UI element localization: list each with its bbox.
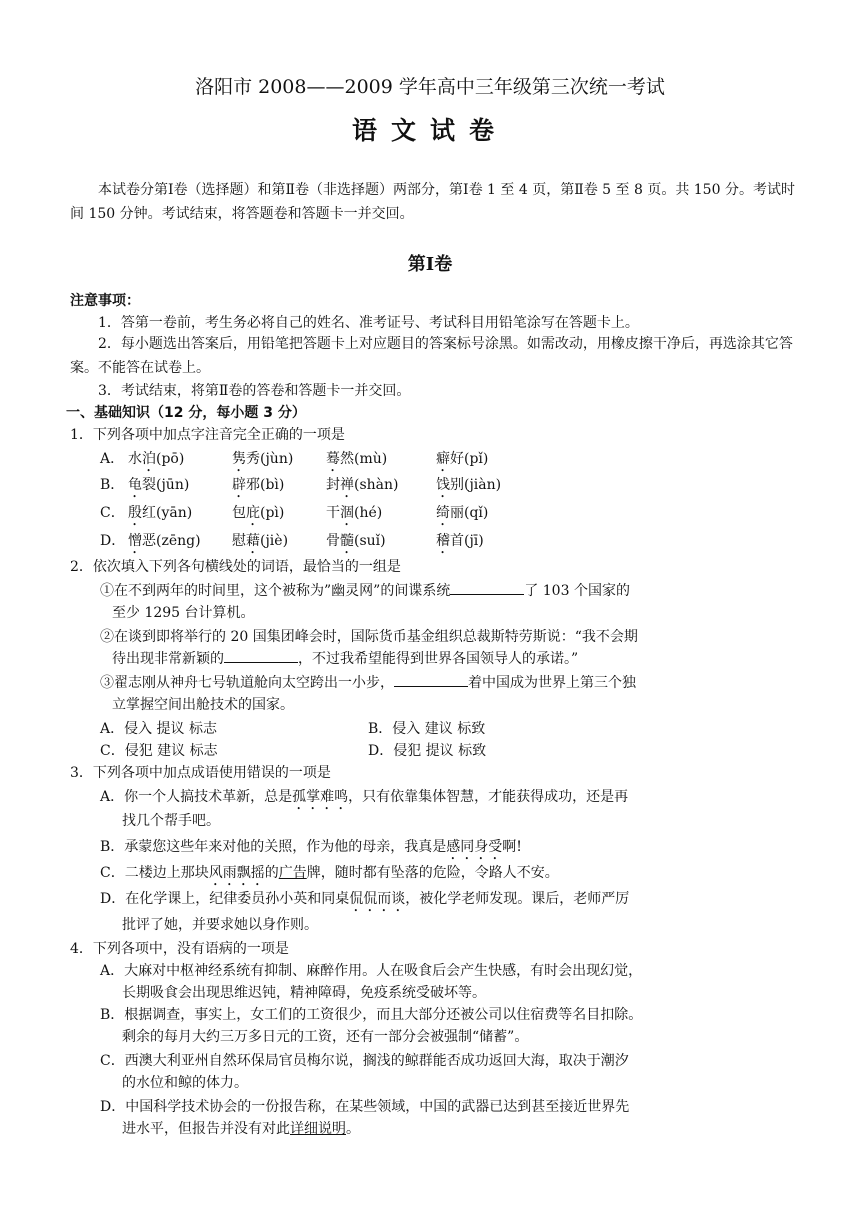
q2-option-c: C．侵犯 建议 标志 — [100, 743, 218, 759]
dotted-char: 癖 — [436, 451, 450, 467]
dotted-char: 禅 — [340, 477, 354, 493]
q2-blank-1 — [450, 580, 524, 595]
q4-c-cont: 的水位和鲸的体力。 — [122, 1075, 248, 1091]
dotted-char: 龟 — [128, 477, 142, 493]
q1-option-word — [128, 530, 201, 557]
q1-option-word — [128, 474, 189, 501]
notice-item-1: 1．答第一卷前，考生务必将自己的姓名、准考证号、考试科目用铅笔涂写在答题卡上。 — [98, 315, 639, 331]
char: 慰 — [232, 533, 246, 549]
q3-b-text: B．承蒙您这些年来对他的关照，作为他的母亲，我真是 — [100, 839, 447, 855]
q3-stem: 3．下列各项中加点成语使用错误的一项是 — [70, 765, 331, 781]
dotted-char: 隽 — [232, 451, 246, 467]
q2-sentence-3 — [100, 672, 636, 694]
q3-a-dotted: 孤掌难鸣 — [292, 789, 349, 805]
part1-heading: 一、基础知识（12 分，每小题 3 分） — [66, 405, 306, 421]
char: 丽 — [450, 505, 464, 521]
exam-title: 洛阳市 2008——2009 学年高中三年级第三次统一考试 — [195, 76, 665, 98]
q3-option-a — [100, 786, 628, 813]
q1-option-word — [232, 448, 293, 475]
q4-a-cont: 长期吸食会出现思维迟钝，精神障碍，免疫系统受破坏等。 — [122, 985, 486, 1001]
q2-s2-text: 待出现非常新颖的 — [112, 651, 224, 667]
char: 红 — [142, 505, 156, 521]
q3-c-text: C．二楼边上那块 — [100, 865, 209, 881]
q1-option-label: C． — [100, 505, 125, 521]
q1-option-word — [326, 502, 382, 529]
char: 水 — [128, 451, 142, 467]
q4-d-cont — [122, 1118, 360, 1140]
dotted-char: 庇 — [246, 505, 260, 521]
pinyin: (pō) — [156, 451, 185, 467]
q4-d-underlined: 详细说明 — [290, 1121, 346, 1137]
q3-option-b — [100, 836, 522, 863]
exam-subtitle: 语文试卷 — [351, 116, 508, 145]
q1-option-word — [232, 474, 284, 501]
q2-s1-text: ①在不到两年的时间里，这个被称为”幽灵网”的间谍系统 — [100, 583, 451, 599]
q1-option-word — [128, 502, 192, 529]
pinyin: (mù) — [354, 451, 388, 467]
char: 裂 — [142, 477, 156, 493]
q2-s1-cont: 至少 1295 台计算机。 — [112, 605, 255, 621]
q3-a-text-b: ，只有依靠集体智慧，才能获得成功，还是再 — [348, 789, 629, 805]
q4-stem: 4．下列各项中，没有语病的一项是 — [70, 941, 289, 957]
pinyin: (jùn) — [260, 451, 294, 467]
pinyin: (bì) — [260, 477, 285, 493]
q3-option-c — [100, 862, 559, 889]
dotted-char: 辟 — [232, 477, 246, 493]
q3-d-dotted: 侃侃而谈 — [349, 891, 406, 907]
notice-item-2: 2．每小题选出答案后，用铅笔把答题卡上对应题目的答案标号涂黑。如需改动，用橡皮擦干净后，再选涂其它答案。不能答在试卷上。 — [70, 336, 793, 376]
q1-stem: 1．下列各项中加点字注音完全正确的一项是 — [70, 427, 345, 443]
char: 骨 — [326, 533, 340, 549]
pinyin: (jī) — [464, 533, 484, 549]
q2-sentence-1 — [100, 580, 630, 602]
q4-option-a: A．大麻对中枢神经系统有抑制、麻醉作用。人在吸食后会产生快感，有时会出现幻觉， — [100, 963, 643, 979]
q2-blank-3 — [394, 672, 468, 687]
char: 恶 — [142, 533, 156, 549]
pinyin: (yān) — [156, 505, 193, 521]
q1-option-label: B． — [100, 477, 125, 493]
dotted-char: 绮 — [436, 505, 450, 521]
q3-c-underlined: 广告 — [278, 865, 307, 881]
q3-c-text-c: 牌，随时都有坠落的危险，令路人不安。 — [306, 865, 559, 881]
notice-heading: 注意事项： — [70, 293, 140, 309]
char: 别 — [450, 477, 464, 493]
dotted-char: 涸 — [340, 505, 354, 521]
pinyin: (zēng) — [156, 533, 201, 549]
q2-s2-text-b: ，不过我希望能得到世界各国领导人的承诺。” — [298, 651, 579, 667]
q1-option-word — [436, 530, 484, 557]
q1-option-word — [326, 474, 399, 501]
q2-s2-cont — [112, 648, 578, 670]
q2-s3-cont: 立掌握空间出舱技术的国家。 — [112, 697, 294, 713]
q1-option-word — [326, 448, 387, 475]
q1-option-word — [436, 474, 501, 501]
char: 邪 — [246, 477, 260, 493]
q2-blank-2 — [224, 648, 298, 663]
q3-b-dotted: 感同身受 — [446, 839, 503, 855]
q3-c-dotted: 风雨飘摇 — [208, 865, 265, 881]
q2-option-b: B．侵入 建议 标致 — [368, 721, 486, 737]
dotted-char: 泊 — [142, 451, 156, 467]
dotted-char: 蓦 — [326, 451, 340, 467]
q2-s3-text-b: 着中国成为世界上第三个独 — [468, 675, 636, 691]
char: 首 — [450, 533, 464, 549]
q2-option-a: A．侵入 提议 标志 — [100, 721, 218, 737]
q3-a-text: A．你一个人搞技术革新，总是 — [100, 789, 293, 805]
dotted-char: 藉 — [246, 533, 260, 549]
notice-item-3: 3．考试结束，将第Ⅱ卷的答卷和答题卡一并交回。 — [98, 383, 411, 399]
q3-d-text-b: ，被化学老师发现。课后，老师严厉 — [405, 891, 630, 907]
q2-option-d: D．侵犯 提议 标致 — [368, 743, 487, 759]
q2-s3-text: ③翟志刚从神舟七号轨道舱向太空跨出一小步， — [100, 675, 394, 691]
q2-sentence-2: ②在谈到即将举行的 20 国集团峰会时，国际货币基金组织总裁斯特劳斯说：“我不会期 — [100, 629, 638, 645]
q1-option-word — [232, 502, 284, 529]
pinyin: (jūn) — [156, 477, 190, 493]
q2-s1-text-b: 了 103 个国家的 — [524, 583, 630, 599]
pinyin: (jiàn) — [464, 477, 502, 493]
dotted-char: 憎 — [128, 533, 142, 549]
pinyin: (suǐ) — [354, 533, 386, 549]
pinyin: (pǐ) — [464, 451, 489, 467]
q1-option-word — [436, 502, 488, 529]
char: 好 — [450, 451, 464, 467]
q1-option-word — [128, 448, 184, 475]
q3-a-cont: 找几个帮手吧。 — [122, 813, 220, 829]
q2-stem: 2．依次填入下列各句横线处的词语，最恰当的一组是 — [70, 559, 401, 575]
q3-c-text-b: 的 — [264, 865, 279, 881]
q3-d-cont: 批评了她，并要求她以身作则。 — [122, 917, 318, 933]
char: 封 — [326, 477, 340, 493]
q1-option-word — [436, 448, 488, 475]
dotted-char: 髓 — [340, 533, 354, 549]
q3-b-text-b: 啊! — [502, 839, 522, 855]
char: 然 — [340, 451, 354, 467]
q1-option-label: D． — [100, 533, 126, 549]
q1-option-word — [232, 530, 288, 557]
pinyin: (pì) — [260, 505, 285, 521]
q4-option-d: D．中国科学技术协会的一份报告称，在某些领域，中国的武器已达到甚至接近世界先 — [100, 1099, 630, 1115]
q3-d-text: D．在化学课上，纪律委员孙小英和同桌 — [100, 891, 350, 907]
dotted-char: 饯 — [436, 477, 450, 493]
q4-d-text: 进水平，但报告并没有对此 — [122, 1121, 290, 1137]
pinyin: (hé) — [354, 505, 383, 521]
char: 干 — [326, 505, 340, 521]
q4-option-b: B．根据调查，事实上，女工们的工资很少，而且大部分还被公司以住宿费等名目扣除。 — [100, 1007, 643, 1023]
section-title: 第Ⅰ卷 — [407, 254, 453, 275]
q3-option-d — [100, 888, 629, 915]
q4-option-c: C．西澳大利亚州自然环保局官员梅尔说，搁浅的鲸群能否成功返回大海，取决于潮汐 — [100, 1053, 629, 1069]
q4-b-cont: 剩余的每月大约三万多日元的工资，还有一部分会被强制“储蓄”。 — [122, 1029, 529, 1045]
pinyin: (jiè) — [260, 533, 289, 549]
pinyin: (qǐ) — [464, 505, 489, 521]
char: 包 — [232, 505, 246, 521]
q4-d-text-b: 。 — [346, 1121, 360, 1137]
pinyin: (shàn) — [354, 477, 399, 493]
dotted-char: 殷 — [128, 505, 142, 521]
char: 秀 — [246, 451, 260, 467]
q1-option-word — [326, 530, 386, 557]
intro-paragraph: 本试卷分第Ⅰ卷（选择题）和第Ⅱ卷（非选择题）两部分，第Ⅰ卷 1 至 4 页，第Ⅱ卷 5 至 8 页。共 150 分。考试时间 150 分钟。考试结束，将答题卷和答题卡一并交回。 — [70, 182, 795, 222]
dotted-char: 稽 — [436, 533, 450, 549]
q1-option-label: A． — [100, 451, 125, 467]
